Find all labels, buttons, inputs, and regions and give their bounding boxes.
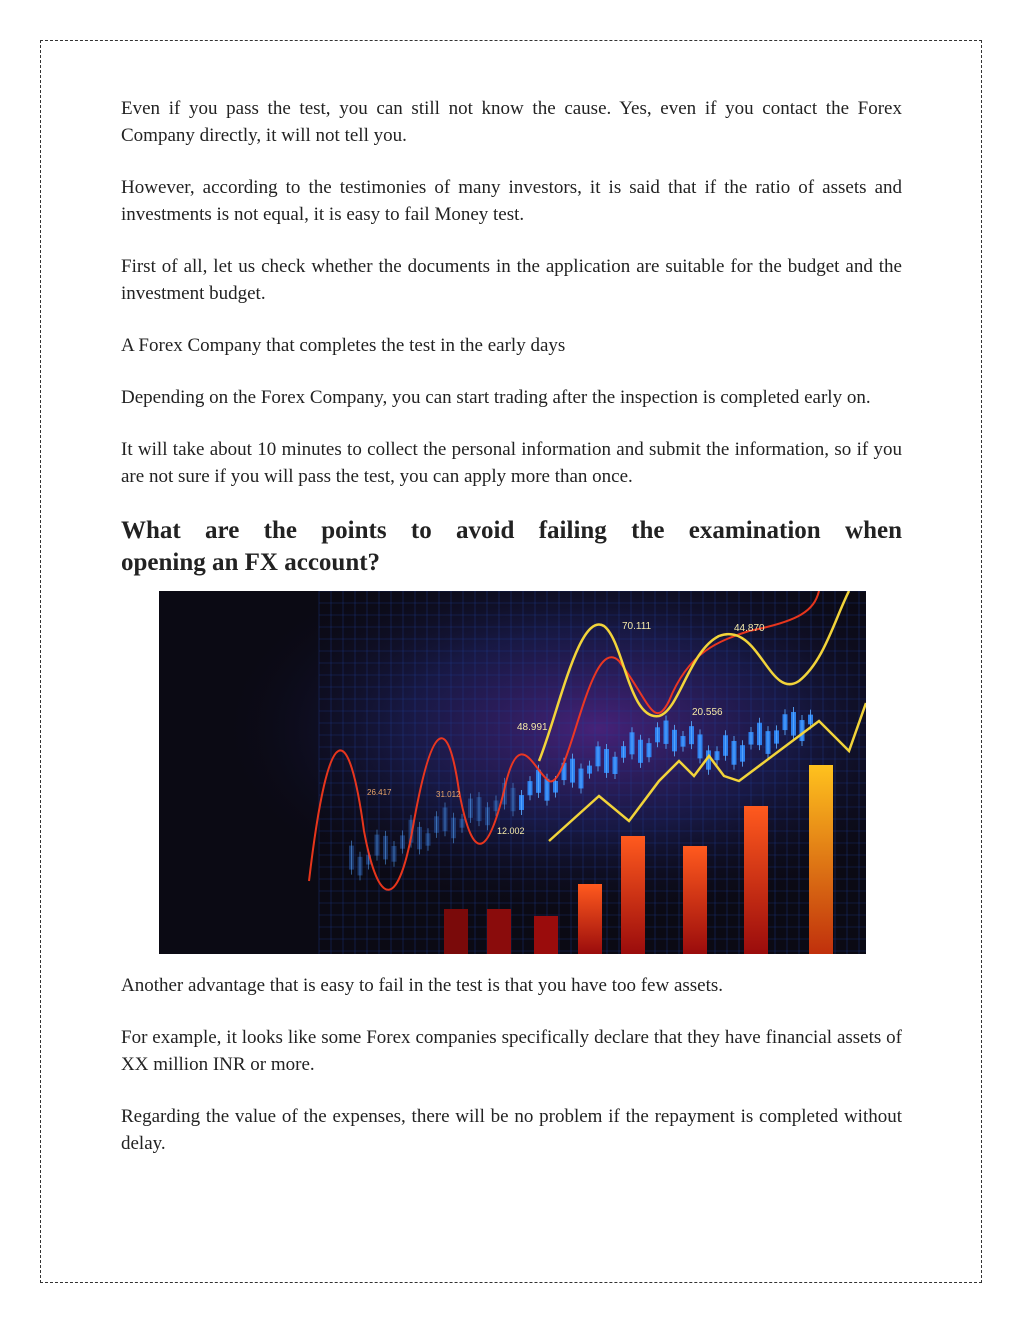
paragraph: A Forex Company that completes the test in the early days xyxy=(121,335,566,356)
bar-column xyxy=(578,884,602,954)
section-heading xyxy=(121,515,902,579)
paragraph: Another advantage that is easy to fail in the test is that you have too few assets. xyxy=(121,975,724,996)
paragraph: Even if you pass the test, you can still not know the cause. Yes, even if you contact the Forex Company directly, it will not tell you. xyxy=(121,98,902,146)
forex-chart-image xyxy=(159,591,866,954)
bar-column xyxy=(487,909,511,954)
price-label: 70.111 xyxy=(622,621,652,632)
heading-line-2: opening an FX account? xyxy=(121,549,381,576)
paragraph: For example, it looks like some Forex companies specifically declare that they have financial assets of XX million INR or more. xyxy=(121,1027,902,1075)
price-label: 44.870 xyxy=(734,623,765,634)
document-body xyxy=(121,95,902,1182)
paragraph: Depending on the Forex Company, you can start trading after the inspection is completed early on. xyxy=(121,387,871,408)
paragraph: Regarding the value of the expenses, there will be no problem if the repayment is completed without delay. xyxy=(121,1106,902,1154)
heading-line-1: What are the points to avoid failing the examination when xyxy=(121,517,902,544)
price-label: 12.002 xyxy=(497,826,525,836)
bar-column xyxy=(683,846,707,954)
bar-column xyxy=(809,765,833,954)
price-label: 20.556 xyxy=(692,707,723,718)
forex-chart-illustration xyxy=(159,591,866,954)
bar-column xyxy=(534,916,558,954)
price-label: 48.991 xyxy=(517,722,548,733)
bar-column xyxy=(621,836,645,954)
paragraph: It will take about 10 minutes to collect the personal information and submit the information, so if you are not sure if you will pass the test, you can apply more than once. xyxy=(121,439,902,487)
paragraph: However, according to the testimonies of many investors, it is said that if the ratio of assets and investments is not equal, it is easy to fail Money test. xyxy=(121,177,902,225)
paragraph: First of all, let us check whether the documents in the application are suitable for the budget and the investment budget. xyxy=(121,256,902,304)
bar-column xyxy=(444,909,468,954)
price-label: 26.417 xyxy=(367,788,392,797)
price-label: 31.012 xyxy=(436,790,461,799)
bar-column xyxy=(744,806,768,954)
